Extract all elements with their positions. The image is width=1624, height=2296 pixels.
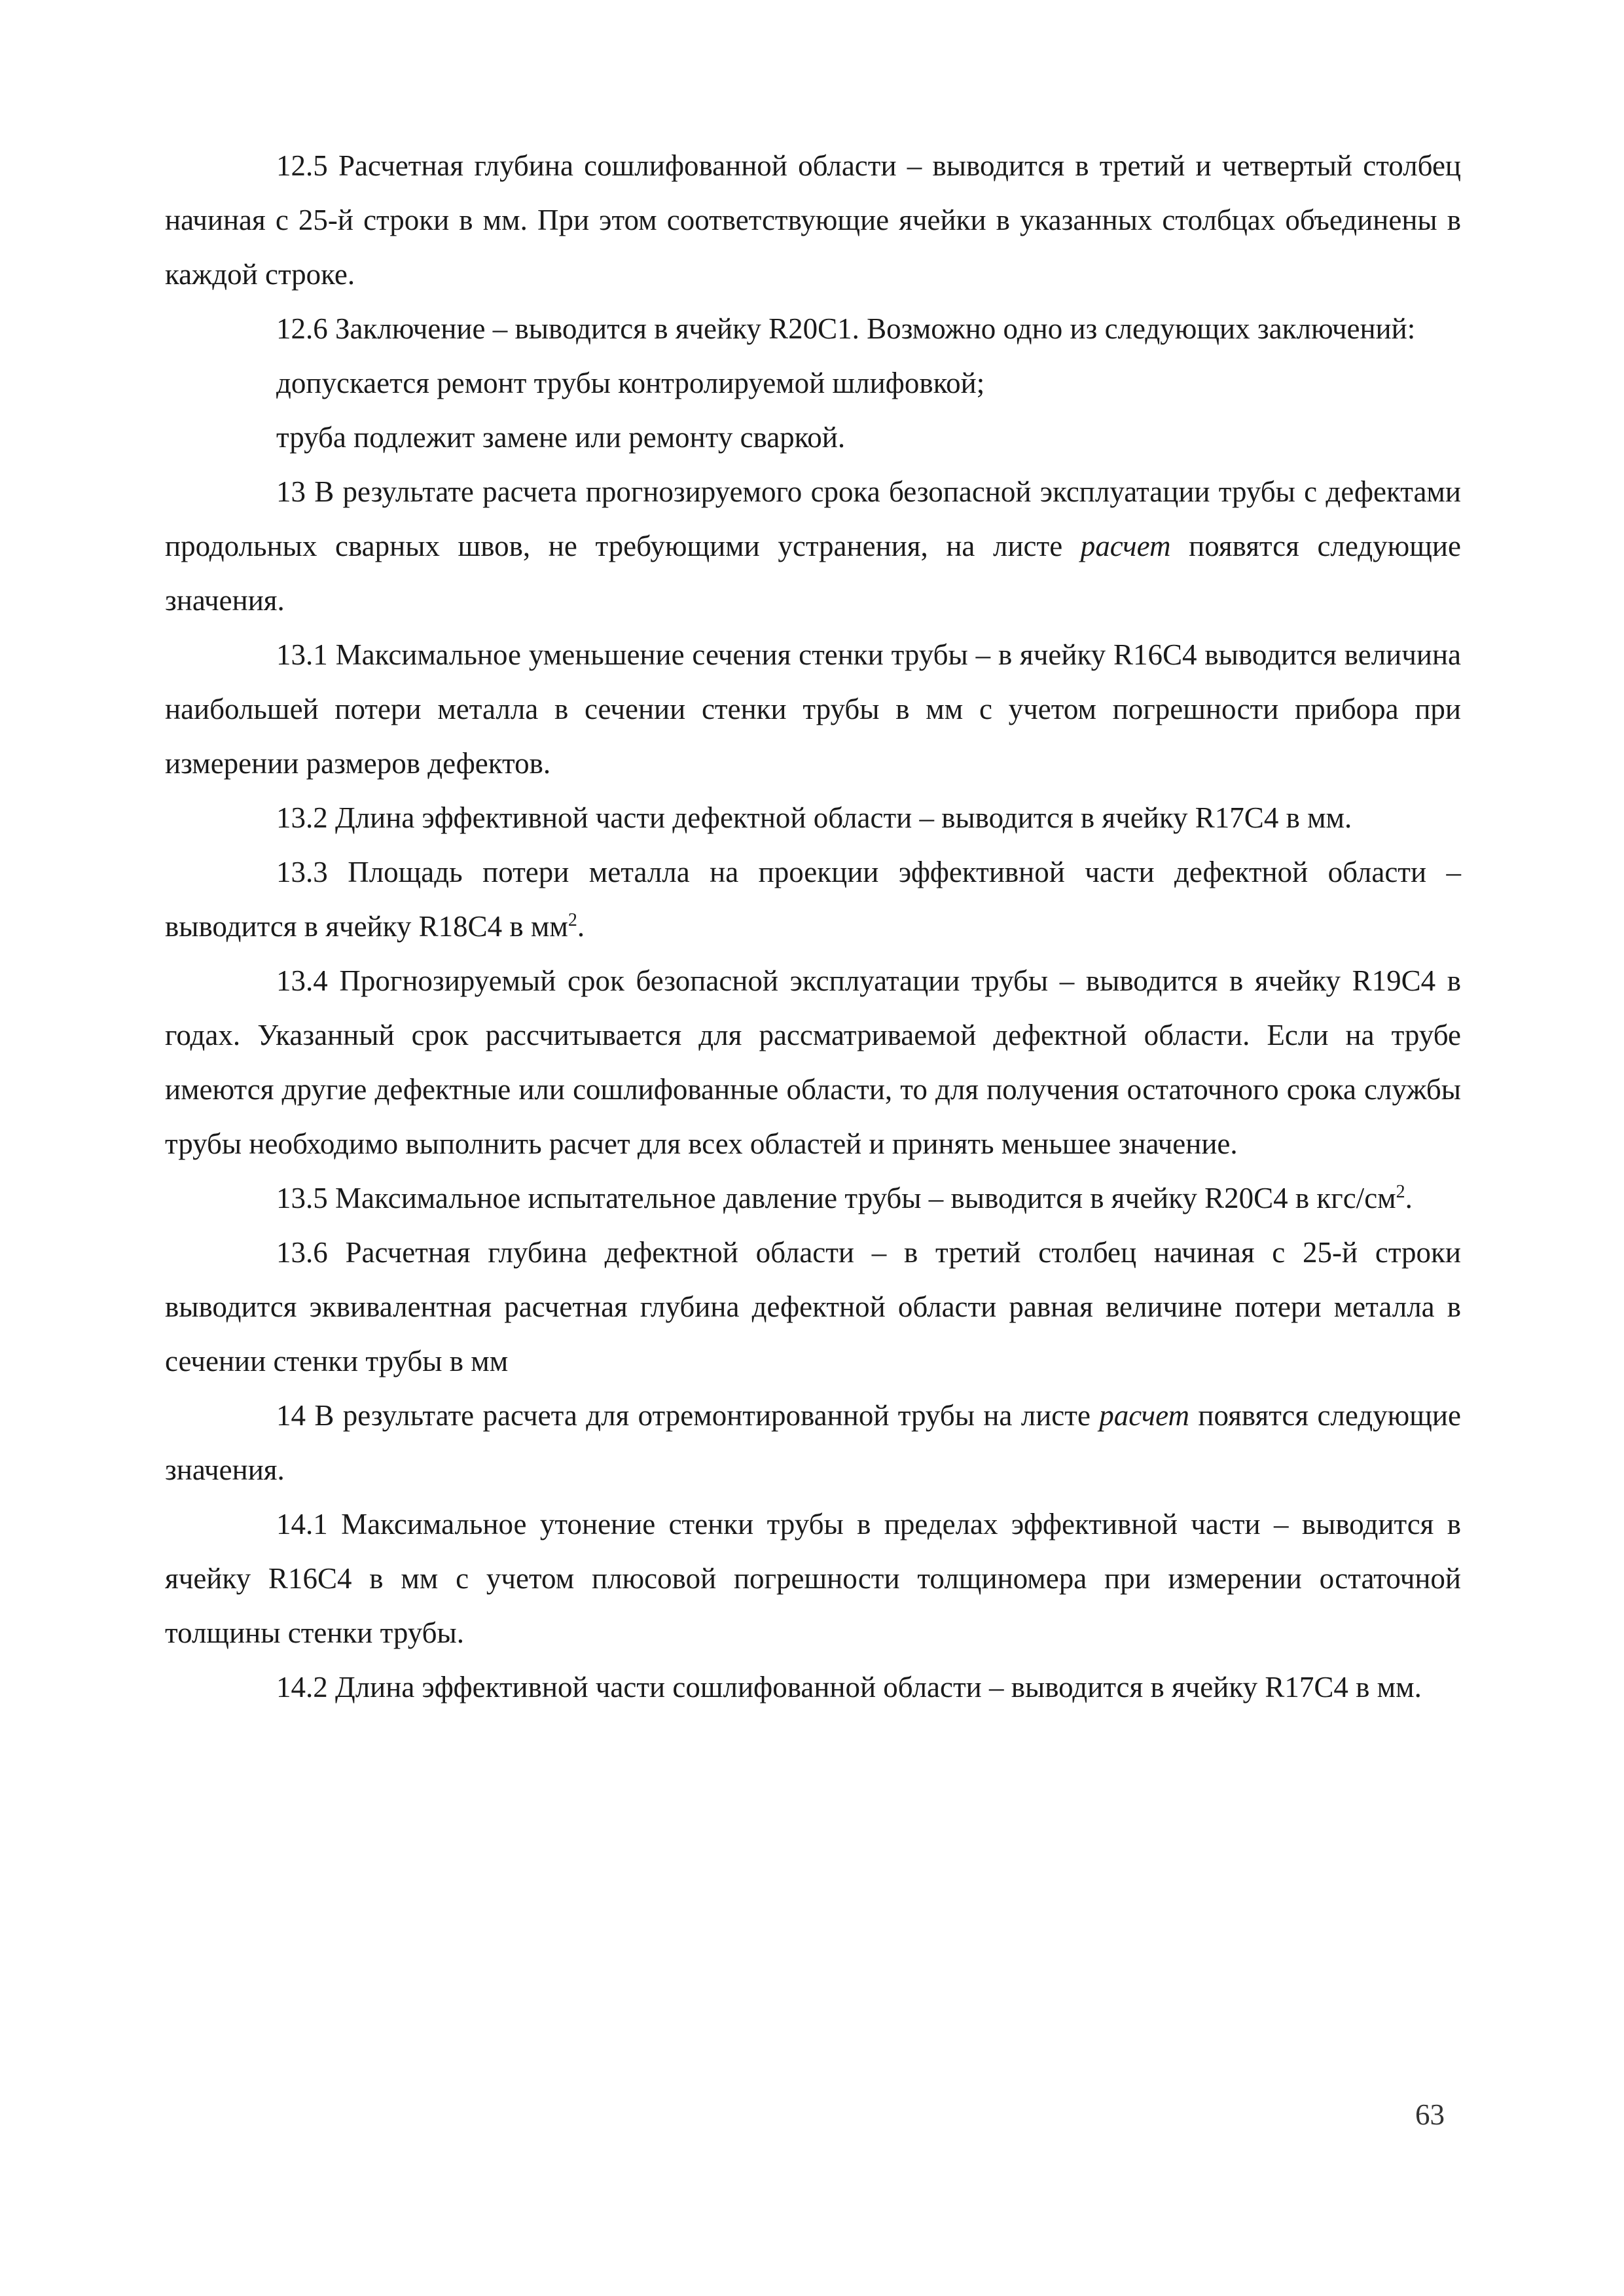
paragraph-13-5 xyxy=(165,1171,1461,1226)
paragraph-13-4: 13.4 Прогнозируемый срок безопасной эксплуатации трубы – выводится в ячейку R19C4 в годах. Указанный срок рассчитывается для рассматриваемой дефектной области. Если на трубе имеются другие дефектные или сошлифованные области, то для получения остаточного срока службы трубы необходимо выполнить расчет для всех областей и принять меньшее значение. xyxy=(165,964,1461,1160)
paragraph-14-tail: появятся следующие значения. xyxy=(165,1399,1461,1486)
paragraph-13-3-text: 13.3 Площадь потери металла на проекции эффективной части дефектной области – выводится в ячейку R18C4 в мм xyxy=(165,856,1461,943)
paragraph-14-2: 14.2 Длина эффективной части сошлифованной области – выводится в ячейку R17C4 в мм. xyxy=(276,1671,1422,1704)
conclusion-option-repair: допускается ремонт трубы контролируемой шлифовкой; xyxy=(276,367,985,399)
paragraph-14-1: 14.1 Максимальное утонение стенки трубы в пределах эффективной части – выводится в ячейку R16C4 в мм с учетом плюсовой погрешности толщиномера при измерении остаточной толщины стенки трубы. xyxy=(165,1508,1461,1649)
paragraph-12-5: 12.5 Расчетная глубина сошлифованной области – выводится в третий и четвертый столбец начиная с 25-й строки в мм. При этом соответствующие ячейки в указанных столбцах объединены в каждой строке. xyxy=(165,149,1461,291)
sheet-name-italic: расчет xyxy=(1080,530,1171,562)
page-number: 63 xyxy=(1415,2098,1445,2131)
paragraph-14-text: 14 В результате расчета для отремонтированной трубы на листе xyxy=(276,1399,1100,1432)
paragraph-13-3-end: . xyxy=(577,910,585,943)
paragraph-13-5-end: . xyxy=(1405,1182,1413,1214)
sheet-name-italic: расчет xyxy=(1099,1399,1190,1432)
paragraph-13-tail: появятся следующие значения. xyxy=(165,530,1461,617)
document-body xyxy=(165,139,1461,1715)
paragraph-13-2: 13.2 Длина эффективной части дефектной области – выводится в ячейку R17C4 в мм. xyxy=(276,801,1352,834)
superscript: 2 xyxy=(568,910,577,930)
paragraph-14 xyxy=(165,1389,1461,1497)
paragraph-13-1: 13.1 Максимальное уменьшение сечения стенки трубы – в ячейку R16C4 выводится величина наибольшей потери металла в сечении стенки трубы в мм с учетом погрешности прибора при измерении размеров дефектов. xyxy=(165,638,1461,780)
paragraph-13-6: 13.6 Расчетная глубина дефектной области – в третий столбец начиная с 25-й строки выводится эквивалентная расчетная глубина дефектной области равная величине потери металла в сечении стенки трубы в мм xyxy=(165,1236,1461,1377)
superscript: 2 xyxy=(1396,1182,1405,1202)
conclusion-option-replace: труба подлежит замене или ремонту сваркой. xyxy=(276,421,846,454)
paragraph-13-text: 13 В результате расчета прогнозируемого срока безопасной эксплуатации трубы с дефектами продольных сварных швов, не требующими устранения, на листе xyxy=(165,475,1461,562)
paragraph-13-5-text: 13.5 Максимальное испытательное давление трубы – выводится в ячейку R20C4 в кгс/см xyxy=(276,1182,1396,1214)
paragraph-12-6: 12.6 Заключение – выводится в ячейку R20C1. Возможно одно из следующих заключений: xyxy=(276,312,1416,345)
paragraph-13-3 xyxy=(165,845,1461,954)
paragraph-13 xyxy=(165,465,1461,628)
